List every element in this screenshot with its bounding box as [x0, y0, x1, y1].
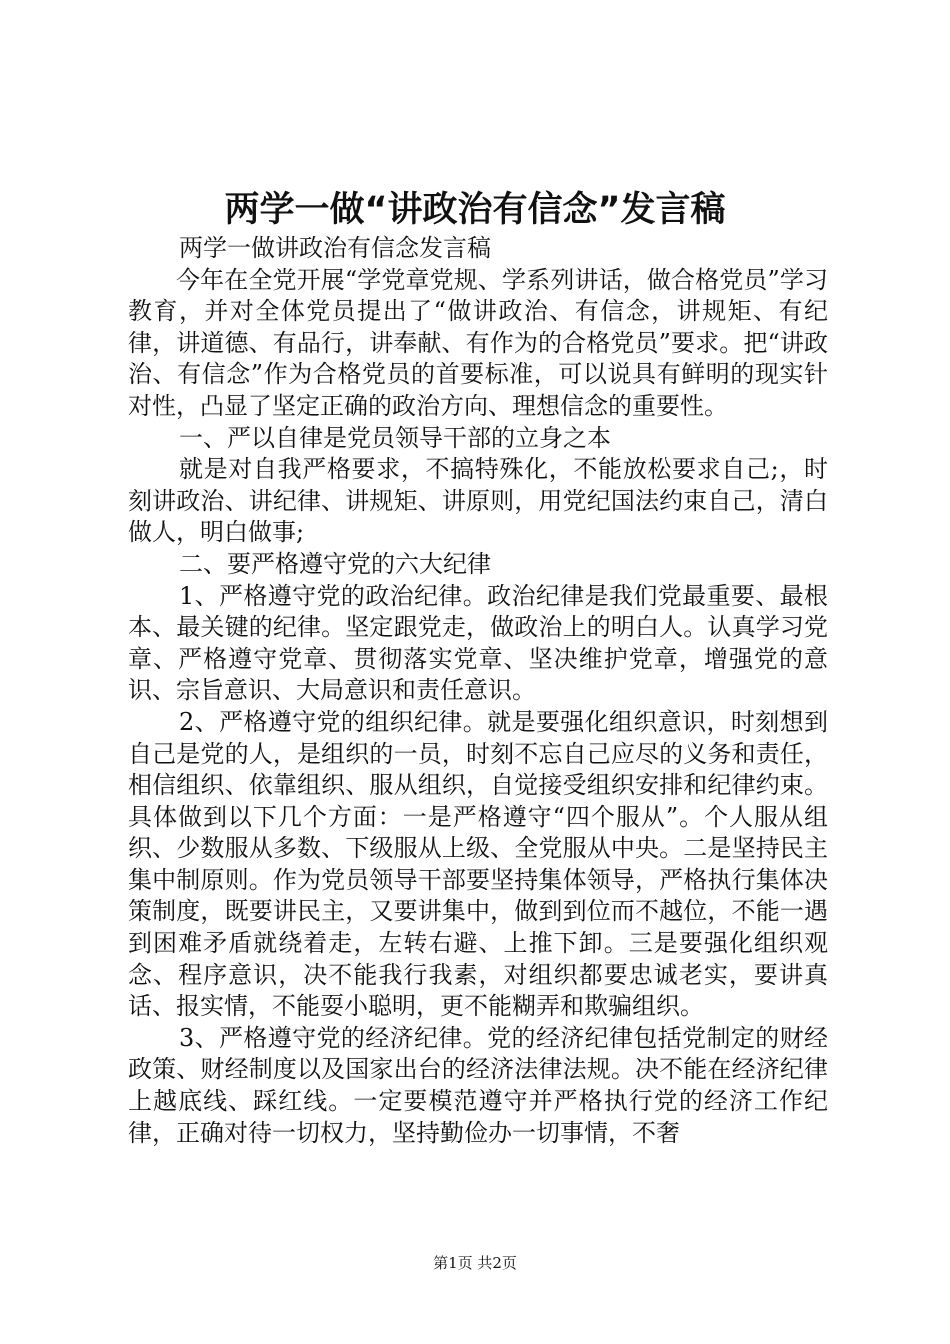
document-title: 两学一做“讲政治有信念”发言稿 [224, 190, 726, 230]
section-heading-2: 二、要严格遵守党的六大纪律 [179, 549, 491, 578]
body-paragraph: 1、严格遵守党的政治纪律。政治纪律是我们党最重要、最根本、最关键的纪律。坚定跟党走，做政治上的明白人。认真学习党章、严格遵守党章、贯彻落实党章、坚决维护党章，增强党的意识、宗旨意识、大局意识和责任意识。 [128, 581, 828, 705]
body-paragraph: 就是对自我严格要求，不搞特殊化，不能放松要求自己;，时刻讲政治、讲纪律、讲规矩、讲原则，用党纪国法约束自己，清白做人，明白做事; [128, 455, 828, 547]
document-body [128, 233, 828, 1149]
intro-paragraph: 今年在全党开展“学党章党规、学系列讲话，做合格党员”学习教育，并对全体党员提出了“做讲政治、有信念，讲规矩、有纪律，讲道德、有品行，讲奉献、有作为的合格党员”要求。把“讲政治、有信念”作为合格党员的首要标准，可以说具有鲜明的现实针对性，凸显了坚定正确的政治方向、理想信念的重要性。 [128, 265, 828, 420]
section-heading-1: 一、严以自律是党员领导干部的立身之本 [179, 423, 611, 452]
body-paragraph: 2、严格遵守党的组织纪律。就是要强化组织意识，时刻想到自己是党的人，是组织的一员，时刻不忘自己应尽的义务和责任，相信组织、依靠组织、服从组织，自觉接受组织安排和纪律约束。具体做到以下几个方面：一是严格遵守“四个服从”。个人服从组织、少数服从多数、下级服从上级、全党服从中央。二是坚持民主集中制原则。作为党员领导干部要坚持集体领导，严格执行集体决策制度，既要讲民主，又要讲集中，做到到位而不越位，不能一遇到困难矛盾就绕着走，左转右避、上推下卸。三是要强化组织观念、程序意识，决不能我行我素，对组织都要忠诚老实，要讲真话、报实情，不能耍小聪明，更不能糊弄和欺骗组织。 [128, 707, 828, 1021]
subtitle-paragraph: 两学一做讲政治有信念发言稿 [179, 234, 491, 262]
body-paragraph: 3、严格遵守党的经济纪律。党的经济纪律包括党制定的财经政策、财经制度以及国家出台的经济法律法规。决不能在经济纪律上越底线、踩红线。一定要模范遵守并严格执行党的经济工作纪律，正确对待一切权力，坚持勤俭办一切事情，不奢 [128, 1023, 828, 1147]
page-number-footer: 第1页 共2页 [433, 1254, 517, 1272]
